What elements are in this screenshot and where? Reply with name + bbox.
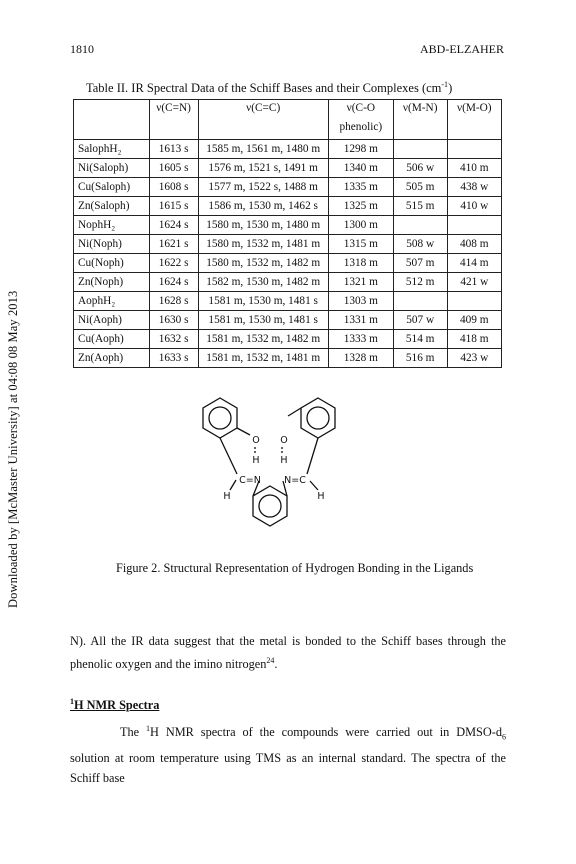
central-phenylene-ring	[253, 486, 287, 526]
table-row	[74, 159, 502, 178]
value-cell: 438 w	[447, 178, 501, 197]
value-cell: 1628 s	[149, 292, 198, 311]
page-number: 1810	[70, 42, 94, 56]
value-cell: 1586 m, 1530 m, 1462 s	[198, 197, 328, 216]
header-cell-mn: ν(M-N)	[393, 100, 447, 120]
right-hydrogen-label: H	[280, 455, 288, 466]
compound-cell: SalophH₂	[74, 140, 150, 159]
table-row	[74, 178, 502, 197]
right-oxygen-label: O	[280, 435, 288, 446]
heading-superscript: 1	[70, 697, 74, 706]
table-caption	[86, 80, 452, 96]
value-cell: 1318 m	[328, 254, 393, 273]
value-cell: 1298 m	[328, 140, 393, 159]
value-cell: 507 w	[393, 311, 447, 330]
compound-cell: Zn(Saloph)	[74, 197, 150, 216]
body-paragraph-nmr	[70, 719, 506, 788]
value-cell: 1300 m	[328, 216, 393, 235]
download-stamp: Downloaded by [McMaster University] at 04:08 08 May 2013	[6, 290, 20, 608]
value-cell: 1622 s	[149, 254, 198, 273]
value-cell: 514 m	[393, 330, 447, 349]
compound-cell: Cu(Noph)	[74, 254, 150, 273]
header-cell-cc: ν(C=C)	[198, 100, 328, 120]
paragraph-text: N). All the IR data suggest that the metal is bonded to the Schiff bases through the phenolic oxygen and the imino nitrogen	[70, 634, 506, 672]
compound-cell: Cu(Aoph)	[74, 330, 150, 349]
value-cell: 1580 m, 1532 m, 1482 m	[198, 254, 328, 273]
ir-data-table	[73, 99, 502, 368]
value-cell: 1581 m, 1530 m, 1481 s	[198, 311, 328, 330]
value-cell: 1582 m, 1530 m, 1482 m	[198, 273, 328, 292]
right-imine-label: N=C	[284, 475, 306, 486]
table-row	[74, 197, 502, 216]
compound-cell: Cu(Saloph)	[74, 178, 150, 197]
nmr-superscript: 1	[146, 724, 151, 733]
value-cell: 1615 s	[149, 197, 198, 216]
value-cell: 1340 m	[328, 159, 393, 178]
compound-cell: Ni(Aoph)	[74, 311, 150, 330]
central-aromatic-circle	[259, 495, 281, 517]
paragraph-end: .	[274, 657, 278, 672]
value-cell: 506 w	[393, 159, 447, 178]
value-cell: 418 m	[447, 330, 501, 349]
heading-text: H NMR Spectra	[74, 698, 160, 713]
compound-cell: Zn(Aoph)	[74, 349, 150, 368]
value-cell: 507 m	[393, 254, 447, 273]
value-cell: 1585 m, 1561 m, 1480 m	[198, 140, 328, 159]
value-cell	[393, 140, 447, 159]
value-cell: 421 w	[447, 273, 501, 292]
compound-cell: Ni(Saloph)	[74, 159, 150, 178]
header-cell-blank	[149, 119, 198, 140]
value-cell: 1576 m, 1521 s, 1491 m	[198, 159, 328, 178]
table-row	[74, 216, 502, 235]
section-heading-nmr	[70, 697, 159, 713]
compound-cell: Ni(Noph)	[74, 235, 150, 254]
value-cell: 1630 s	[149, 311, 198, 330]
right-aromatic-circle	[307, 407, 329, 429]
value-cell: 1632 s	[149, 330, 198, 349]
right-imine-hydrogen-label: H	[317, 491, 325, 502]
table-caption-text: Table II. IR Spectral Data of the Schiff Bases and their Complexes (cm	[86, 81, 442, 96]
table-row	[74, 330, 502, 349]
left-imine-label: C=N	[239, 475, 261, 486]
value-cell: 1577 m, 1522 s, 1488 m	[198, 178, 328, 197]
header-cell-blank	[74, 119, 150, 140]
table-caption-unit-exponent: -1	[441, 80, 449, 89]
header-cell-co: ν(C-O	[328, 100, 393, 120]
value-cell: 410 m	[447, 159, 501, 178]
value-cell: 512 m	[393, 273, 447, 292]
value-cell: 1580 m, 1530 m, 1480 m	[198, 216, 328, 235]
value-cell: 1315 m	[328, 235, 393, 254]
table-row	[74, 235, 502, 254]
compound-cell: AophH₂	[74, 292, 150, 311]
paragraph-text-middle: H NMR spectra of the compounds were carried out in DMSO-d	[150, 725, 502, 740]
value-cell	[447, 292, 501, 311]
body-paragraph-ir-summary	[70, 631, 506, 674]
table-row	[74, 311, 502, 330]
left-ch-bond	[230, 480, 236, 490]
value-cell: 1303 m	[328, 292, 393, 311]
value-cell: 1331 m	[328, 311, 393, 330]
value-cell: 423 w	[447, 349, 501, 368]
table-row	[74, 273, 502, 292]
left-ring-to-carbon-bond	[220, 438, 237, 474]
right-phenyl-ring	[301, 398, 335, 438]
value-cell: 410 w	[447, 197, 501, 216]
left-phenyl-ring	[203, 398, 237, 438]
value-cell: 1580 m, 1532 m, 1481 m	[198, 235, 328, 254]
deuterium-subscript: 6	[502, 732, 506, 742]
value-cell: 505 m	[393, 178, 447, 197]
header-cell-cn: ν(C=N)	[149, 100, 198, 120]
value-cell: 1608 s	[149, 178, 198, 197]
left-hydrogen-label: H	[252, 455, 260, 466]
table-caption-close: )	[448, 81, 453, 96]
value-cell: 1333 m	[328, 330, 393, 349]
value-cell: 414 m	[447, 254, 501, 273]
value-cell	[393, 292, 447, 311]
header-cell-blank	[393, 119, 447, 140]
table-row	[74, 140, 502, 159]
value-cell: 1328 m	[328, 349, 393, 368]
value-cell	[393, 216, 447, 235]
value-cell	[447, 216, 501, 235]
paragraph-text-start: The	[120, 725, 147, 740]
running-head: ABD-ELZAHER	[420, 42, 504, 56]
table-row	[74, 292, 502, 311]
value-cell: 516 m	[393, 349, 447, 368]
left-oxygen-label: O	[252, 435, 260, 446]
value-cell	[447, 140, 501, 159]
paragraph-text-end: solution at room temperature using TMS as an internal standard. The spectra of the Schiff base	[70, 750, 506, 785]
value-cell: 1613 s	[149, 140, 198, 159]
value-cell: 1581 m, 1532 m, 1482 m	[198, 330, 328, 349]
value-cell: 508 w	[393, 235, 447, 254]
value-cell: 1624 s	[149, 273, 198, 292]
value-cell: 1621 s	[149, 235, 198, 254]
value-cell: 408 m	[447, 235, 501, 254]
figure-caption: Figure 2. Structural Representation of Hydrogen Bonding in the Ligands	[116, 561, 474, 575]
header-cell-compound	[74, 100, 150, 120]
hydrogen-bonding-structure-figure	[180, 386, 400, 546]
right-ring-to-oxygen-bond	[288, 408, 301, 416]
value-cell: 1321 m	[328, 273, 393, 292]
header-cell-co-line2: phenolic)	[328, 119, 393, 140]
header-cell-blank	[447, 119, 501, 140]
compound-cell: NophH₂	[74, 216, 150, 235]
left-ring-to-oxygen-bond	[237, 428, 250, 435]
value-cell: 1624 s	[149, 216, 198, 235]
right-ring-to-carbon-bond	[307, 438, 318, 474]
table-row	[74, 349, 502, 368]
right-ch-bond	[310, 481, 318, 490]
left-aromatic-circle	[209, 407, 231, 429]
value-cell: 1325 m	[328, 197, 393, 216]
compound-cell: Zn(Noph)	[74, 273, 150, 292]
value-cell: 409 m	[447, 311, 501, 330]
header-cell-blank	[198, 119, 328, 140]
header-cell-mo: ν(M-O)	[447, 100, 501, 120]
value-cell: 1633 s	[149, 349, 198, 368]
value-cell: 1335 m	[328, 178, 393, 197]
value-cell: 1581 m, 1530 m, 1481 s	[198, 292, 328, 311]
value-cell: 1581 m, 1532 m, 1481 m	[198, 349, 328, 368]
table-row	[74, 254, 502, 273]
value-cell: 515 m	[393, 197, 447, 216]
value-cell: 1605 s	[149, 159, 198, 178]
citation-reference: 24	[266, 656, 275, 665]
left-imine-hydrogen-label: H	[223, 491, 231, 502]
